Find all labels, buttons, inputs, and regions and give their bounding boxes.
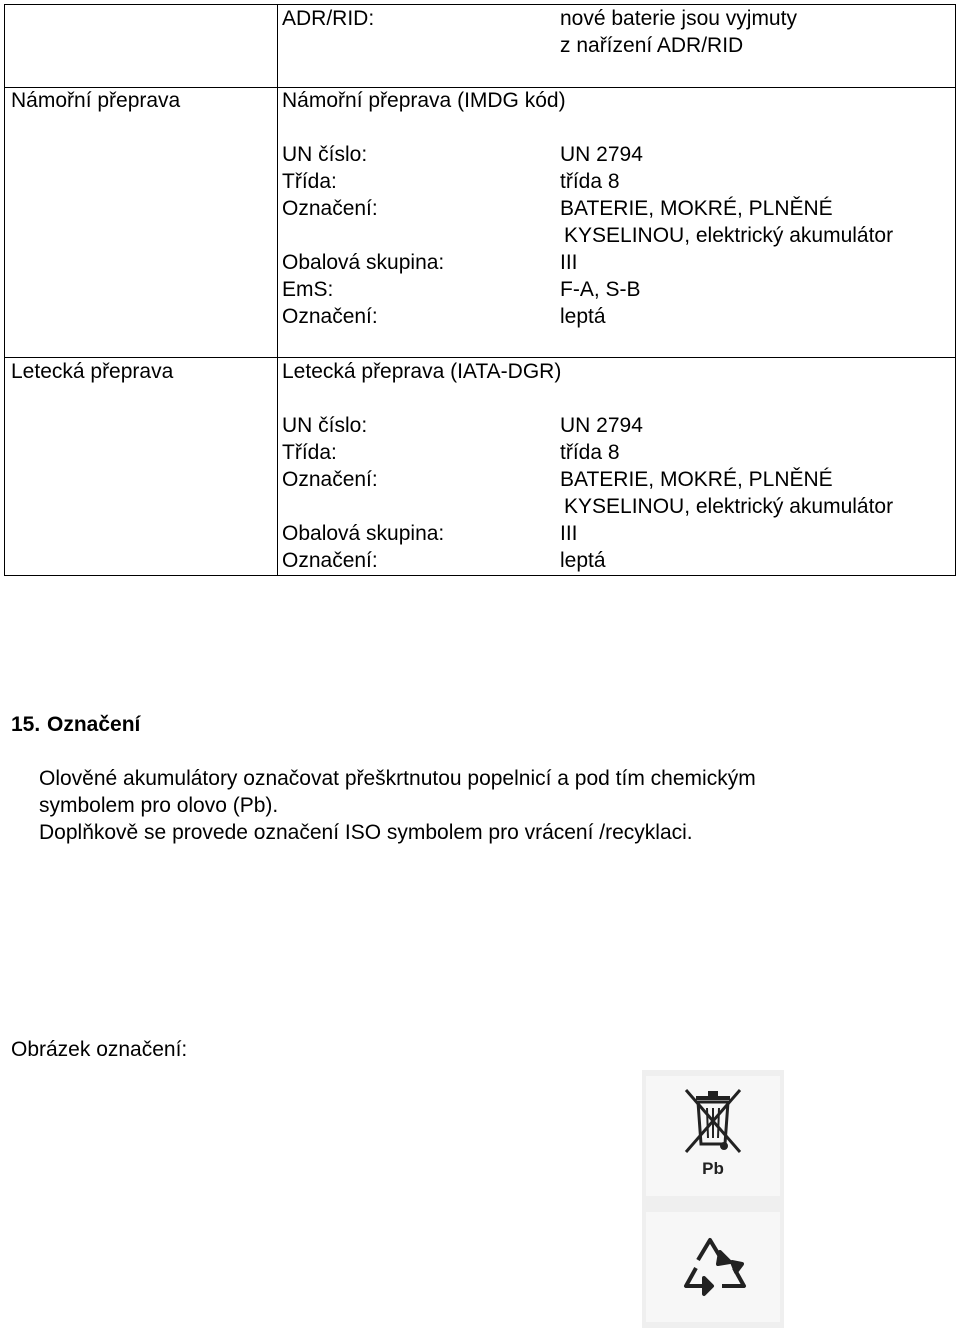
marking-image xyxy=(642,1070,784,1328)
air-un-label: UN číslo: xyxy=(282,414,368,437)
air-class-label: Třída: xyxy=(282,441,337,464)
sea-mark2-label: Označení: xyxy=(282,305,378,328)
sea-pack-label: Obalová skupina: xyxy=(282,251,445,274)
sea-un-label: UN číslo: xyxy=(282,143,368,166)
section-title: Označení xyxy=(47,713,141,736)
lead-symbol: Pb xyxy=(702,1159,724,1178)
sea-class-label: Třída: xyxy=(282,170,337,193)
air-row-label: Letecká přeprava xyxy=(11,360,174,383)
air-pack-value: III xyxy=(560,522,578,545)
column-divider xyxy=(277,5,278,575)
air-heading: Letecká přeprava (IATA-DGR) xyxy=(282,360,562,383)
sea-mark-value-line1: BATERIE, MOKRÉ, PLNĚNÉ xyxy=(560,197,833,220)
air-mark-value-line1: BATERIE, MOKRÉ, PLNĚNÉ xyxy=(560,468,833,491)
sea-heading: Námořní přeprava (IMDG kód) xyxy=(282,89,566,112)
air-mark-label: Označení: xyxy=(282,468,378,491)
paragraph-line3: Doplňkově se provede označení ISO symbolem pro vrácení /recyklaci. xyxy=(39,821,693,844)
air-un-value: UN 2794 xyxy=(560,414,643,437)
air-mark2-label: Označení: xyxy=(282,549,378,572)
sea-mark-value-line2: KYSELINOU, elektrický akumulátor xyxy=(564,224,894,247)
air-class-value: třída 8 xyxy=(560,441,620,464)
recycle-icon xyxy=(646,1212,780,1322)
image-label: Obrázek označení: xyxy=(11,1038,188,1061)
sea-pack-value: III xyxy=(560,251,578,274)
adr-label: ADR/RID: xyxy=(282,7,375,30)
paragraph-line1: Olověné akumulátory označovat přeškrtnutou popelnicí a pod tím chemickým xyxy=(39,767,756,790)
wheelie-bin-panel xyxy=(646,1076,780,1196)
air-pack-label: Obalová skupina: xyxy=(282,522,445,545)
paragraph-line2: symbolem pro olovo (Pb). xyxy=(39,794,279,817)
air-mark-value-line2: KYSELINOU, elektrický akumulátor xyxy=(564,495,894,518)
sea-mark-label: Označení: xyxy=(282,197,378,220)
air-mark2-value: leptá xyxy=(560,549,606,572)
crossed-bin-icon xyxy=(646,1076,780,1196)
sea-ems-label: EmS: xyxy=(282,278,334,301)
sea-mark2-value: leptá xyxy=(560,305,606,328)
sea-ems-value: F-A, S-B xyxy=(560,278,641,301)
recycle-panel xyxy=(646,1212,780,1322)
section-number: 15. xyxy=(11,713,41,736)
sea-class-value: třída 8 xyxy=(560,170,620,193)
sea-row-label: Námořní přeprava xyxy=(11,89,181,112)
sea-un-value: UN 2794 xyxy=(560,143,643,166)
adr-value-line2: z nařízení ADR/RID xyxy=(560,34,744,57)
adr-value-line1: nové baterie jsou vyjmuty xyxy=(560,7,797,30)
